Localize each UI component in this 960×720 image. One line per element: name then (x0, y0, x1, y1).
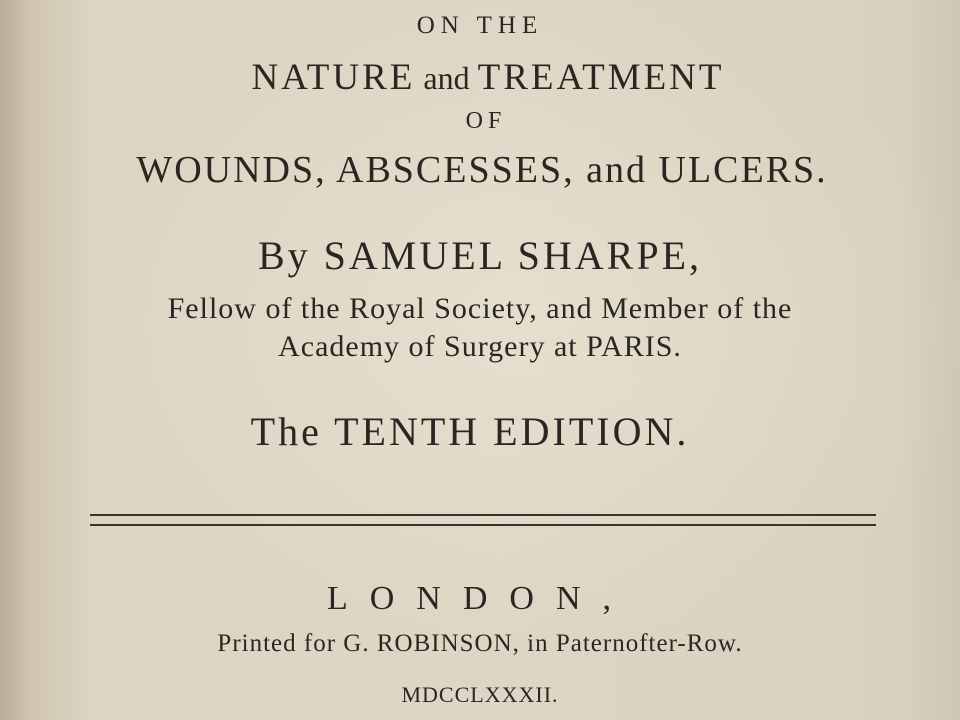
credentials-line-1: Fellow of the Royal Society, and Member of the (167, 292, 793, 325)
imprint-printer: Printed for G. ROBINSON, in Paternofter-Row. (217, 630, 743, 657)
double-rule-bottom (90, 524, 876, 526)
heading-treatment: TREATMENT (477, 57, 725, 98)
heading-of: OF (465, 108, 507, 134)
heading-wounds: WOUNDS, ABSCESSES, and ULCERS. (136, 149, 828, 191)
edition-line: The TENTH EDITION. (250, 409, 690, 454)
credentials-line-2: Academy of Surgery at PARIS. (278, 330, 682, 363)
imprint-city: LONDON, (326, 580, 634, 617)
double-rule-top (90, 514, 876, 516)
imprint-year: MDCCLXXXII. (401, 682, 559, 707)
author-line: By SAMUEL SHARPE, (257, 233, 703, 278)
heading-nature-treatment (8, 56, 960, 99)
heading-on-the: ON THE (416, 12, 544, 39)
heading-and: and (415, 60, 478, 96)
heading-nature: NATURE (251, 57, 416, 98)
